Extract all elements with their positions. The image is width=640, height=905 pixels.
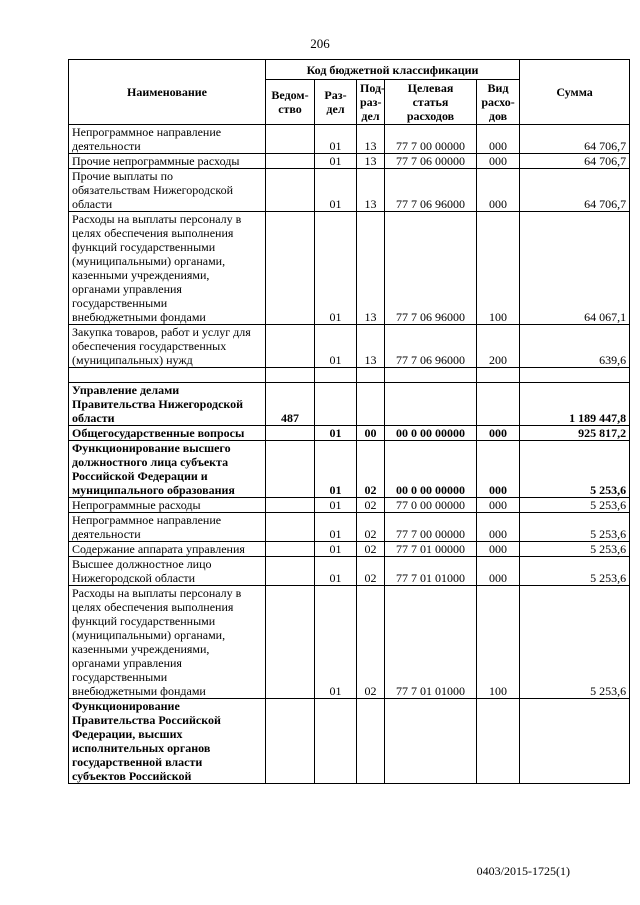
document-code: 0403/2015-1725(1) [476, 864, 570, 878]
cell-expense-type: 000 [477, 169, 520, 212]
cell-name: Функционирование Правительства Российской Федерации, высших исполнительных органов государственной власти субъектов Российской [69, 699, 266, 784]
cell-name: Функционирование высшего должностного лица субъекта Российской Федерации и муниципального образования [69, 441, 266, 498]
cell-razdel: 01 [315, 325, 357, 368]
cell-vedomstvo [266, 699, 315, 784]
cell-name: Расходы на выплаты персоналу в целях обеспечения выполнения функций государственными (муниципальными) органами, казенными учреждениями, органами управления государственными внебюджетными фондами [69, 586, 266, 699]
cell-razdel: 01 [315, 154, 357, 169]
cell-expense-type [477, 368, 520, 383]
header-podrazdel: Под- раз- дел [357, 80, 385, 125]
cell-target-article: 77 7 00 00000 [385, 513, 477, 542]
cell-target-article: 77 7 01 00000 [385, 542, 477, 557]
cell-sum: 639,6 [520, 325, 630, 368]
cell-target-article: 77 0 00 00000 [385, 498, 477, 513]
cell-name: Закупка товаров, работ и услуг для обеспечения государственных (муниципальных) нужд [69, 325, 266, 368]
cell-name [69, 368, 266, 383]
cell-razdel: 01 [315, 513, 357, 542]
cell-podrazdel: 02 [357, 586, 385, 699]
cell-expense-type: 000 [477, 557, 520, 586]
cell-vedomstvo [266, 368, 315, 383]
cell-expense-type: 000 [477, 498, 520, 513]
header-sum: Сумма [520, 60, 630, 125]
cell-sum: 64 706,7 [520, 154, 630, 169]
table-row [69, 699, 630, 784]
cell-target-article: 77 7 00 00000 [385, 125, 477, 154]
header-vid: Вид расхо- дов [477, 80, 520, 125]
cell-vedomstvo [266, 169, 315, 212]
table-row [69, 557, 630, 586]
table-row [69, 383, 630, 426]
cell-podrazdel: 02 [357, 498, 385, 513]
cell-vedomstvo [266, 498, 315, 513]
table-row [69, 125, 630, 154]
cell-vedomstvo [266, 441, 315, 498]
table-row [69, 169, 630, 212]
cell-target-article: 77 7 06 96000 [385, 212, 477, 325]
cell-name: Общегосударственные вопросы [69, 426, 266, 441]
table-row [69, 513, 630, 542]
cell-name: Прочие выплаты по обязательствам Нижегородской области [69, 169, 266, 212]
table-row [69, 325, 630, 368]
cell-vedomstvo [266, 557, 315, 586]
cell-podrazdel [357, 368, 385, 383]
cell-name: Прочие непрограммные расходы [69, 154, 266, 169]
header-name: Наименование [69, 60, 266, 125]
cell-expense-type: 100 [477, 212, 520, 325]
cell-razdel: 01 [315, 557, 357, 586]
table-row [69, 154, 630, 169]
budget-table [68, 59, 630, 784]
header-group: Код бюджетной классификации [266, 60, 520, 80]
table-row [69, 586, 630, 699]
cell-podrazdel: 02 [357, 513, 385, 542]
cell-expense-type: 000 [477, 513, 520, 542]
cell-podrazdel [357, 699, 385, 784]
cell-target-article: 77 7 01 01000 [385, 586, 477, 699]
table-header [69, 60, 630, 125]
cell-sum [520, 368, 630, 383]
cell-razdel: 01 [315, 212, 357, 325]
cell-razdel: 01 [315, 542, 357, 557]
cell-target-article [385, 368, 477, 383]
cell-name: Расходы на выплаты персоналу в целях обеспечения выполнения функций государственными (муниципальными) органами, казенными учреждениями, органами управления государственными внебюджетными фондами [69, 212, 266, 325]
cell-podrazdel: 02 [357, 542, 385, 557]
cell-name: Высшее должностное лицо Нижегородской области [69, 557, 266, 586]
cell-razdel [315, 368, 357, 383]
cell-sum: 5 253,6 [520, 542, 630, 557]
cell-expense-type: 000 [477, 154, 520, 169]
cell-expense-type: 000 [477, 441, 520, 498]
cell-sum: 64 067,1 [520, 212, 630, 325]
table-row [69, 212, 630, 325]
cell-vedomstvo: 487 [266, 383, 315, 426]
table-row [69, 426, 630, 441]
cell-razdel: 01 [315, 169, 357, 212]
cell-sum: 1 189 447,8 [520, 383, 630, 426]
cell-sum: 64 706,7 [520, 125, 630, 154]
cell-target-article [385, 699, 477, 784]
cell-expense-type [477, 383, 520, 426]
cell-razdel: 01 [315, 586, 357, 699]
cell-vedomstvo [266, 426, 315, 441]
cell-vedomstvo [266, 586, 315, 699]
cell-podrazdel: 13 [357, 169, 385, 212]
cell-podrazdel: 13 [357, 325, 385, 368]
cell-sum: 925 817,2 [520, 426, 630, 441]
cell-name: Непрограммные расходы [69, 498, 266, 513]
cell-name: Непрограммное направление деятельности [69, 125, 266, 154]
cell-expense-type: 000 [477, 125, 520, 154]
cell-podrazdel: 02 [357, 441, 385, 498]
cell-podrazdel: 00 [357, 426, 385, 441]
page-number: 206 [310, 36, 330, 51]
cell-target-article: 00 0 00 00000 [385, 426, 477, 441]
cell-vedomstvo [266, 542, 315, 557]
cell-razdel: 01 [315, 498, 357, 513]
cell-target-article: 77 7 06 96000 [385, 169, 477, 212]
header-statya: Целевая статья расходов [385, 80, 477, 125]
cell-podrazdel: 13 [357, 212, 385, 325]
table-row [69, 498, 630, 513]
cell-expense-type: 100 [477, 586, 520, 699]
cell-expense-type: 000 [477, 542, 520, 557]
cell-name: Управление делами Правительства Нижегородской области [69, 383, 266, 426]
cell-sum: 5 253,6 [520, 513, 630, 542]
table-row [69, 441, 630, 498]
table-row [69, 368, 630, 383]
cell-sum: 64 706,7 [520, 169, 630, 212]
cell-podrazdel: 02 [357, 557, 385, 586]
cell-expense-type [477, 699, 520, 784]
cell-razdel: 01 [315, 441, 357, 498]
cell-podrazdel: 13 [357, 154, 385, 169]
cell-sum: 5 253,6 [520, 498, 630, 513]
table-body [69, 125, 630, 784]
cell-target-article: 77 7 06 96000 [385, 325, 477, 368]
cell-vedomstvo [266, 212, 315, 325]
cell-sum [520, 699, 630, 784]
cell-target-article: 00 0 00 00000 [385, 441, 477, 498]
cell-podrazdel [357, 383, 385, 426]
cell-sum: 5 253,6 [520, 586, 630, 699]
cell-target-article: 77 7 01 01000 [385, 557, 477, 586]
cell-razdel [315, 699, 357, 784]
header-razdel: Раз- дел [315, 80, 357, 125]
cell-target-article: 77 7 06 00000 [385, 154, 477, 169]
cell-razdel: 01 [315, 426, 357, 441]
header-vedomstvo: Ведом- ство [266, 80, 315, 125]
cell-expense-type: 000 [477, 426, 520, 441]
cell-vedomstvo [266, 125, 315, 154]
cell-sum: 5 253,6 [520, 441, 630, 498]
cell-sum: 5 253,6 [520, 557, 630, 586]
cell-name: Содержание аппарата управления [69, 542, 266, 557]
cell-name: Непрограммное направление деятельности [69, 513, 266, 542]
cell-vedomstvo [266, 154, 315, 169]
cell-expense-type: 200 [477, 325, 520, 368]
cell-podrazdel: 13 [357, 125, 385, 154]
cell-vedomstvo [266, 325, 315, 368]
cell-vedomstvo [266, 513, 315, 542]
table-row [69, 542, 630, 557]
cell-target-article [385, 383, 477, 426]
cell-razdel [315, 383, 357, 426]
cell-razdel: 01 [315, 125, 357, 154]
